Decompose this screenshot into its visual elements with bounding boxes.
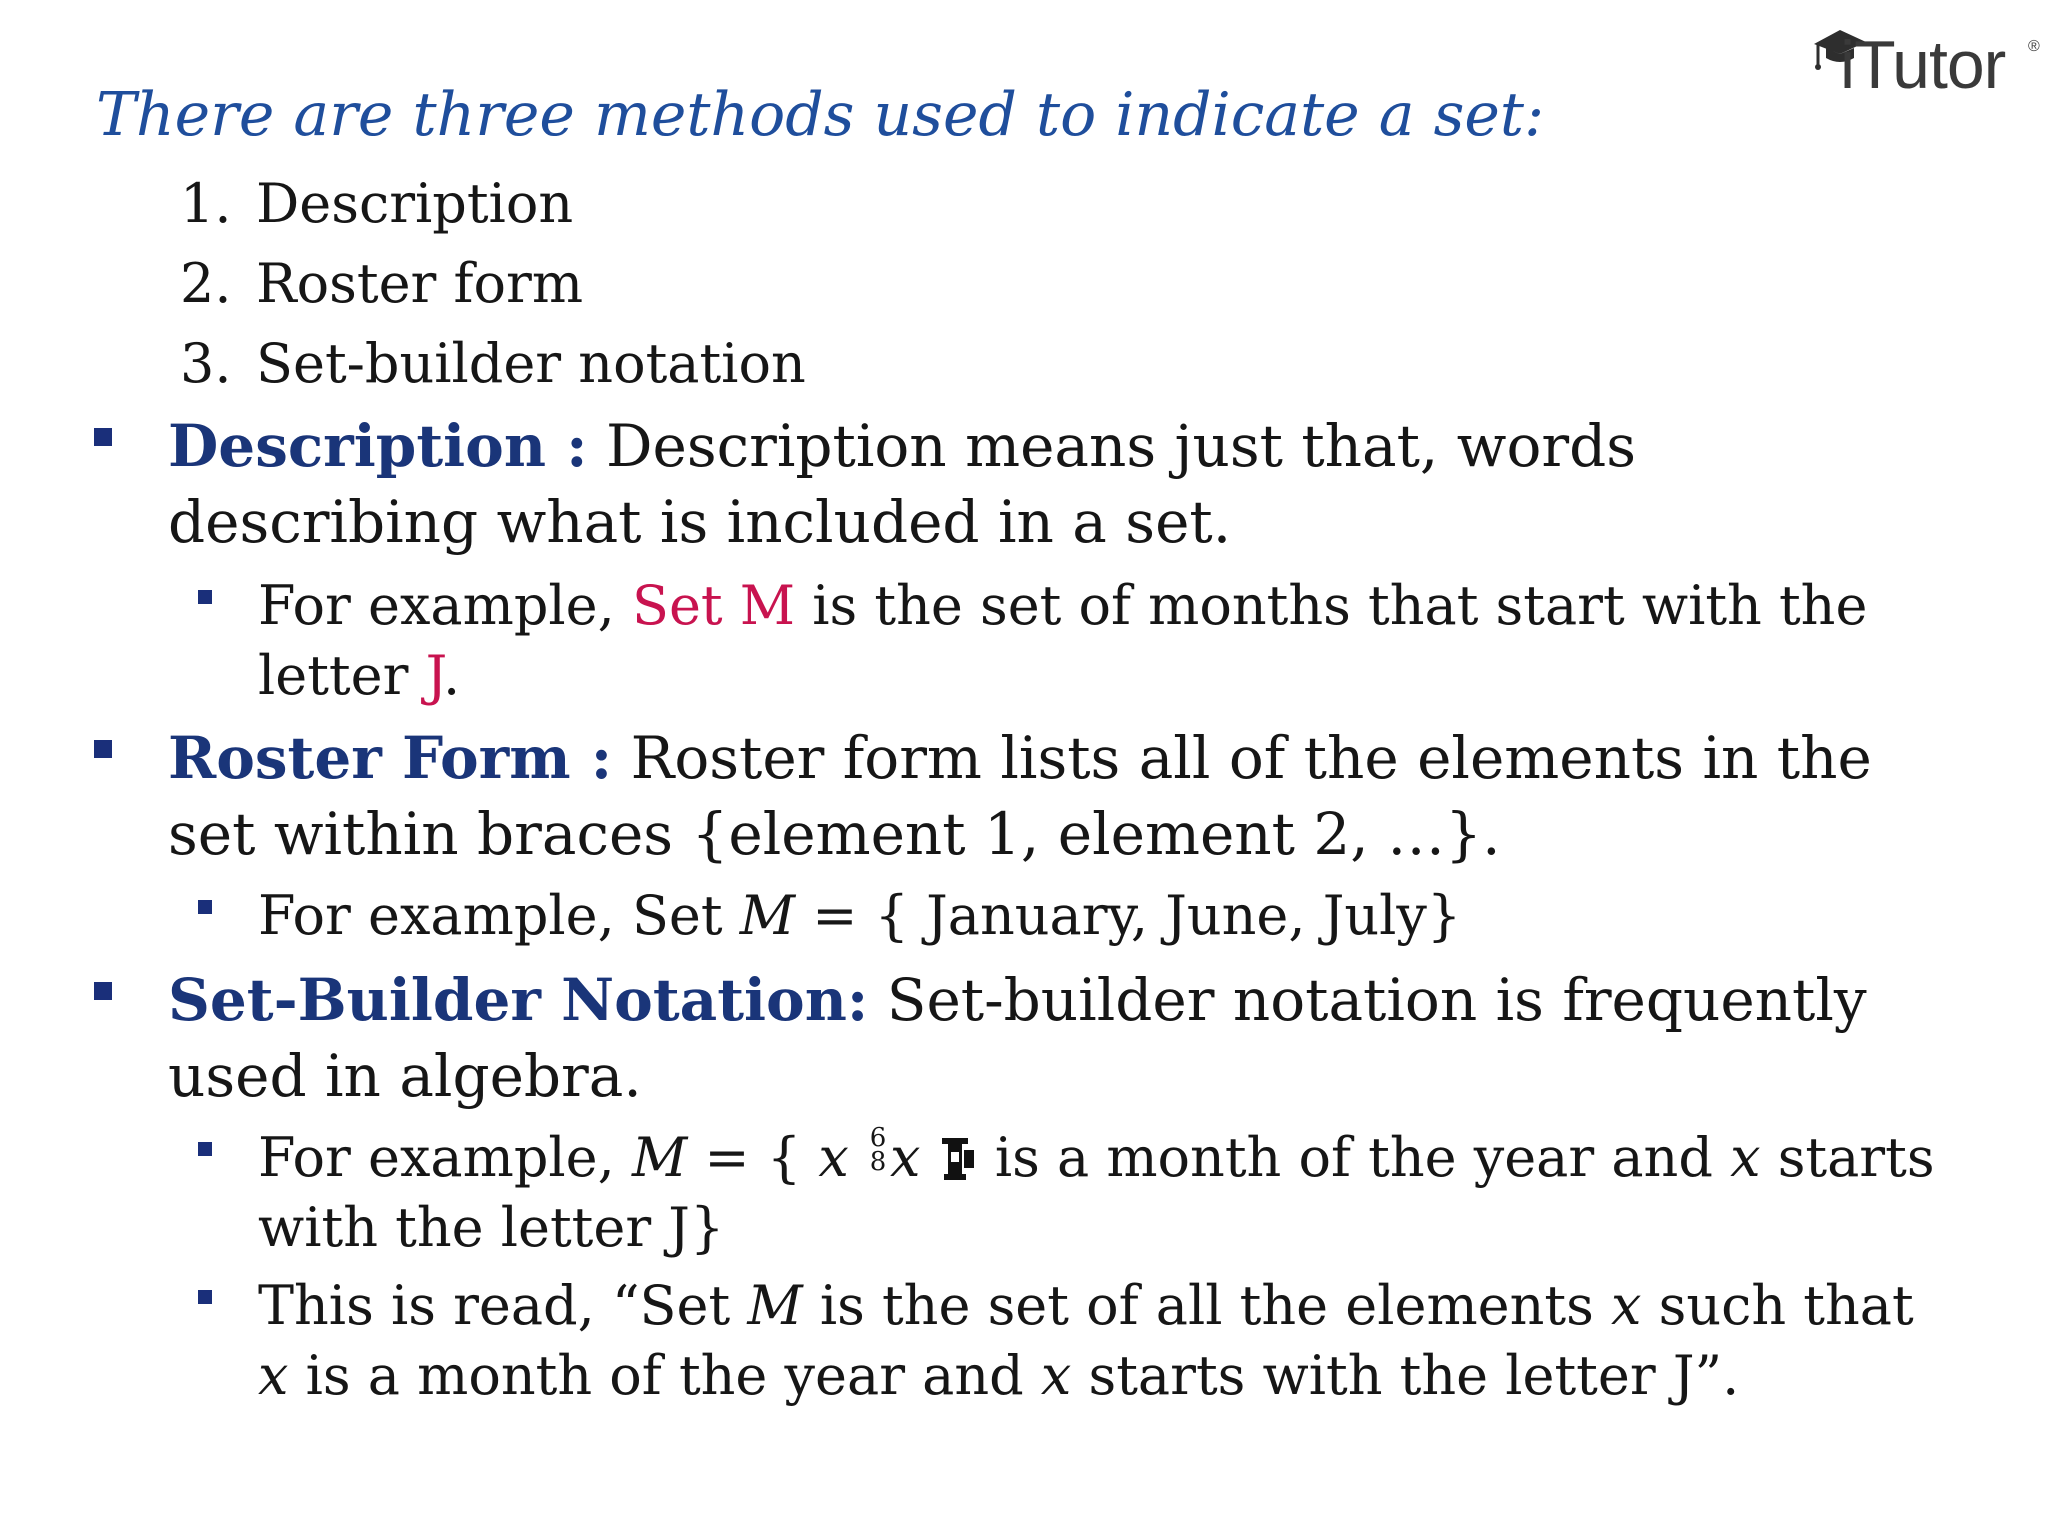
roster-line-2: set within braces {element 1, element 2, …}. — [168, 800, 1501, 868]
roster-term: Roster Form : — [168, 724, 613, 792]
intro-heading: There are three methods used to indicate a set: — [96, 80, 1545, 150]
reading-text: such that — [1641, 1274, 1914, 1337]
variable-x: x — [1610, 1274, 1642, 1337]
fraction-stack — [866, 1123, 890, 1177]
registered-mark: ® — [2028, 38, 2040, 55]
method-number: 2. — [180, 252, 232, 315]
variable-m: M — [631, 1126, 688, 1189]
variable-x: x — [818, 1126, 849, 1189]
roster-text: Roster form lists all of the elements in the — [612, 724, 1872, 792]
example-text: For example, — [258, 1126, 632, 1189]
square-bullet-icon — [94, 982, 112, 1000]
stack-top: 6 — [869, 1123, 887, 1153]
roster-line-1 — [168, 724, 1872, 792]
setbuilder-term: Set-Builder Notation: — [168, 966, 869, 1034]
itutor-logo — [1810, 22, 2048, 102]
example-text: is the set of months that start with the — [795, 574, 1868, 637]
variable-x: x — [258, 1344, 289, 1407]
square-bullet-icon — [198, 900, 212, 914]
method-item-2 — [180, 252, 583, 315]
variable-x: x — [890, 1126, 921, 1189]
description-line-1 — [168, 412, 1636, 480]
reading-text: is the set of all the elements — [802, 1274, 1611, 1337]
description-example-line-2 — [258, 644, 460, 707]
reading-line-2 — [258, 1344, 1739, 1407]
method-number: 1. — [180, 172, 232, 235]
setbuilder-example-line-2: with the letter J} — [258, 1196, 725, 1259]
reading-text: This is read, “Set — [258, 1274, 748, 1337]
square-bullet-icon — [94, 428, 112, 446]
setbuilder-line-2: used in algebra. — [168, 1042, 642, 1110]
method-number: 3. — [180, 332, 232, 395]
set-m-highlight: Set M — [631, 574, 796, 637]
description-example-line-1 — [258, 574, 1867, 637]
example-text: starts — [1760, 1126, 1935, 1189]
variable-m: M — [747, 1274, 803, 1337]
reading-line-1 — [258, 1274, 1914, 1337]
broken-symbol-icon — [938, 1134, 978, 1182]
reading-text: starts with the letter J”. — [1071, 1344, 1740, 1407]
reading-text: is a month of the year and — [288, 1344, 1041, 1407]
roster-example — [258, 884, 1461, 947]
example-text: For example, — [258, 574, 632, 637]
example-text: For example, Set — [258, 884, 740, 947]
example-text: = { — [687, 1126, 819, 1189]
square-bullet-icon — [198, 590, 212, 604]
square-bullet-icon — [94, 740, 112, 758]
method-item-3 — [180, 332, 806, 395]
variable-x: x — [1730, 1126, 1761, 1189]
method-label: Description — [256, 172, 574, 235]
square-bullet-icon — [198, 1290, 212, 1304]
description-term: Description : — [168, 412, 588, 480]
method-label: Roster form — [256, 252, 584, 315]
setbuilder-text: Set-builder notation is frequently — [868, 966, 1867, 1034]
example-text: letter — [258, 644, 426, 707]
setbuilder-example-line-1 — [258, 1123, 1935, 1189]
example-text: is a month of the year and — [994, 1126, 1731, 1189]
variable-m: M — [739, 884, 796, 947]
description-text: Description means just that, words — [587, 412, 1636, 480]
square-bullet-icon — [198, 1142, 212, 1156]
setbuilder-line-1 — [168, 966, 1867, 1034]
logo-text: iTutor — [1840, 27, 2006, 103]
example-text: . — [443, 644, 461, 707]
example-text: = { January, June, July} — [795, 884, 1462, 947]
variable-x: x — [1040, 1344, 1072, 1407]
method-item-1 — [180, 172, 573, 235]
letter-j-highlight: J — [425, 644, 444, 707]
stack-bottom: 8 — [869, 1147, 887, 1177]
method-label: Set-builder notation — [256, 332, 806, 395]
description-line-2: describing what is included in a set. — [168, 488, 1232, 556]
